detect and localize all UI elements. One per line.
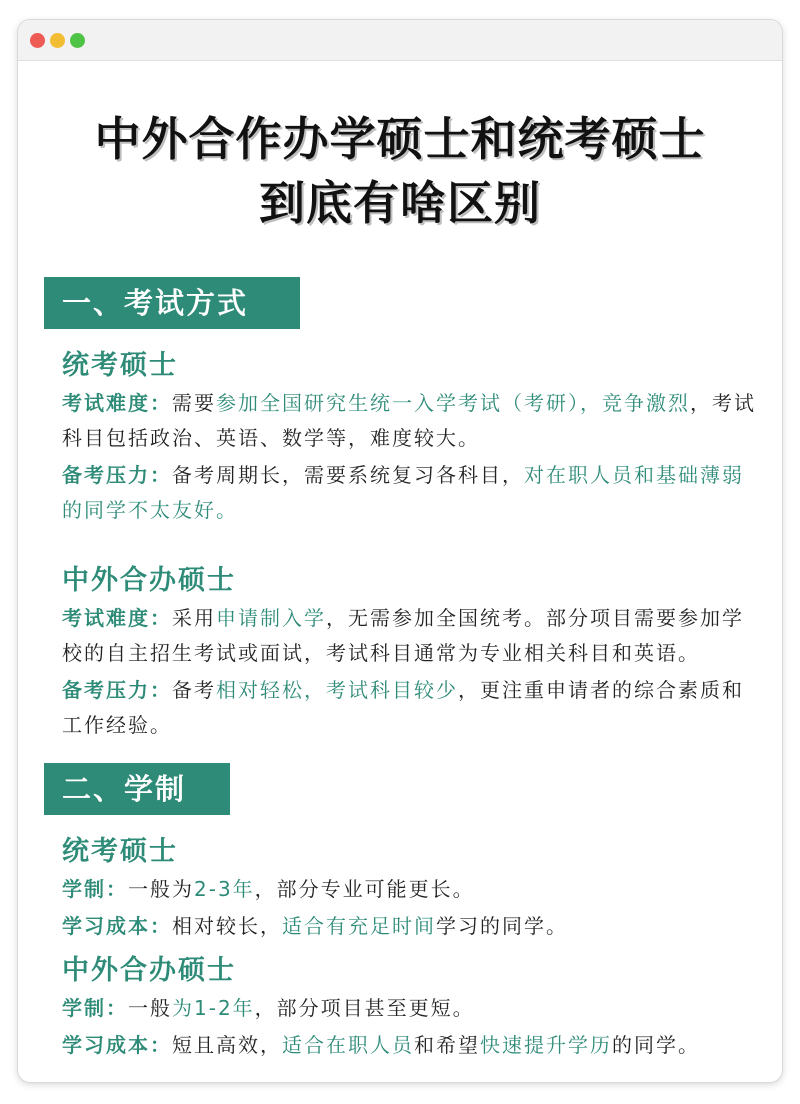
paragraph-program-length bbox=[62, 872, 758, 907]
text: ，部分项目甚至更短。 bbox=[254, 996, 475, 1020]
window-titlebar bbox=[18, 20, 782, 61]
text: 备考 bbox=[172, 678, 216, 702]
highlight-text: 适合有充足时间 bbox=[282, 914, 436, 938]
section-header-exam-method: 一、考试方式 bbox=[44, 277, 300, 329]
page-title-line-1: 中外合作办学硕士和统考硕士 bbox=[94, 112, 706, 166]
subtitle-sino-foreign-master: 中外合办硕士 bbox=[62, 955, 236, 986]
paragraph-prep-pressure bbox=[62, 458, 758, 528]
text: 一般为 bbox=[128, 877, 194, 901]
minimize-window-icon[interactable] bbox=[50, 33, 65, 48]
highlight-text: 为1-2年 bbox=[172, 996, 255, 1020]
highlight-text: 相对轻松，考试科目较少 bbox=[216, 678, 458, 702]
label-exam-difficulty: 考试难度： bbox=[62, 606, 172, 630]
text: 相对较长， bbox=[172, 914, 282, 938]
paragraph-exam-difficulty bbox=[62, 386, 758, 456]
subtitle-sino-foreign-master: 中外合办硕士 bbox=[62, 565, 236, 596]
text: ，更注重申请者的综合素质和工作经验。 bbox=[62, 678, 744, 737]
text: 学习的同学。 bbox=[436, 914, 568, 938]
maximize-window-icon[interactable] bbox=[70, 33, 85, 48]
browser-window bbox=[18, 20, 782, 1082]
paragraph-study-cost bbox=[62, 1028, 758, 1063]
text: ，部分专业可能更长。 bbox=[254, 877, 475, 901]
highlight-text: 2-3年 bbox=[194, 877, 255, 901]
subtitle-unified-exam-master: 统考硕士 bbox=[62, 350, 178, 381]
section-header-duration: 二、学制 bbox=[44, 763, 230, 815]
highlight-text: 快速提升学历 bbox=[480, 1033, 612, 1057]
paragraph-exam-difficulty bbox=[62, 601, 758, 671]
text: 采用 bbox=[172, 606, 216, 630]
text: ，考试科目包括政治、英语、数学等，难度较大。 bbox=[62, 391, 756, 450]
text: 的同学。 bbox=[612, 1033, 700, 1057]
label-program-length: 学制： bbox=[62, 996, 128, 1020]
text: 需要 bbox=[172, 391, 216, 415]
highlight-text: 申请制入学 bbox=[216, 606, 326, 630]
label-prep-pressure: 备考压力： bbox=[62, 678, 172, 702]
close-window-icon[interactable] bbox=[30, 33, 45, 48]
text: 备考周期长，需要系统复习各科目， bbox=[172, 463, 524, 487]
text: 和希望 bbox=[414, 1033, 480, 1057]
label-exam-difficulty: 考试难度： bbox=[62, 391, 172, 415]
text: 一般 bbox=[128, 996, 172, 1020]
subtitle-unified-exam-master: 统考硕士 bbox=[62, 836, 178, 867]
paragraph-program-length bbox=[62, 991, 758, 1026]
label-study-cost: 学习成本： bbox=[62, 1033, 172, 1057]
label-study-cost: 学习成本： bbox=[62, 914, 172, 938]
highlight-text: 适合在职人员 bbox=[282, 1033, 414, 1057]
paragraph-study-cost bbox=[62, 909, 758, 944]
paragraph-prep-pressure bbox=[62, 673, 758, 743]
highlight-text: 参加全国研究生统一入学考试（考研），竞争激烈 bbox=[216, 391, 690, 415]
text: ，无需参加全国统考。部分项目需要参加学校的自主招生考试或面试，考试科目通常为专业相关科目和英语。 bbox=[62, 606, 744, 665]
label-program-length: 学制： bbox=[62, 877, 128, 901]
highlight-text: 对在职人员和基础薄弱的同学不太友好。 bbox=[62, 463, 744, 522]
text: 短且高效， bbox=[172, 1033, 282, 1057]
page-title-line-2: 到底有啥区别 bbox=[259, 176, 541, 230]
label-prep-pressure: 备考压力： bbox=[62, 463, 172, 487]
page-title bbox=[18, 107, 782, 235]
